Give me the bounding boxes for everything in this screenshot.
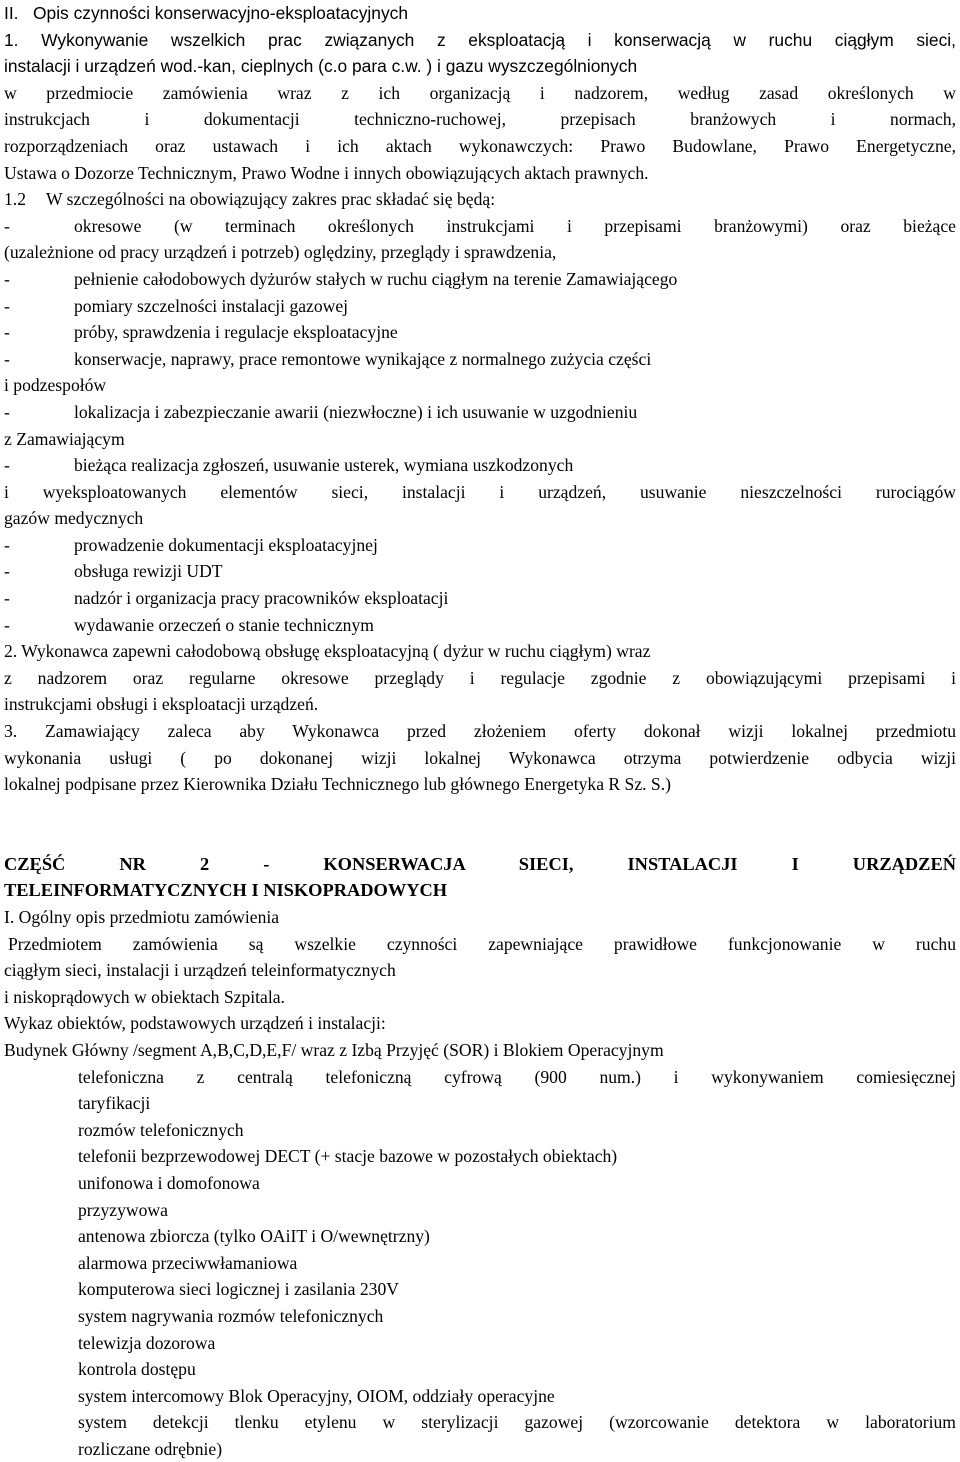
section-title: II. Opis czynności konserwacyjno-eksploatacyjnych bbox=[4, 3, 409, 23]
part-2-intro bbox=[4, 931, 956, 1011]
list-item-cont: gazów medycznych bbox=[4, 508, 144, 529]
list-item: przyzywowa bbox=[78, 1199, 168, 1220]
part-2-subtitle: I. Ogólny opis przedmiotu zamówienia bbox=[4, 907, 280, 927]
list-item-text: pełnienie całodobowych dyżurów stałych w ruchu ciągłym na terenie Zamawiającego bbox=[74, 268, 678, 289]
list-item bbox=[4, 399, 956, 452]
item-2-line: instrukcjami obsługi i eksploatacji urządzeń. bbox=[4, 694, 319, 715]
item-3-line: lokalnej podpisane przez Kierownika Działu Technicznego lub głównego Energetyka R Sz. S.) bbox=[4, 774, 671, 795]
dash-bullet: - bbox=[4, 401, 10, 422]
list-item: alarmowa przeciwwłamaniowa bbox=[78, 1252, 298, 1273]
list-item-cont: i wyeksploatowanych elementów sieci, instalacji i urządzeń, usuwanie nieszczelności rurociągów bbox=[4, 481, 956, 502]
item-2 bbox=[4, 638, 956, 718]
item-1-line: Ustawa o Dozorze Technicznym, Prawo Wodne i innych obowiązujących aktach prawnych. bbox=[4, 162, 649, 183]
list-item: kontrola dostępu bbox=[78, 1359, 196, 1380]
list-item-text: wydawanie orzeczeń o stanie technicznym bbox=[74, 614, 374, 635]
dash-bullet: - bbox=[4, 534, 10, 555]
list-item-text: bieżąca realizacja zgłoszeń, usuwanie usterek, wymiana uszkodzonych bbox=[74, 455, 574, 476]
list-item: system nagrywania rozmów telefonicznych bbox=[78, 1305, 384, 1326]
list-item-cont: z Zamawiającym bbox=[4, 428, 125, 449]
dash-bullet: - bbox=[4, 322, 10, 343]
spacer bbox=[4, 798, 956, 851]
list-item bbox=[78, 1409, 956, 1462]
list-item bbox=[4, 346, 956, 399]
system-text: telefoniczna z centralą telefoniczną cyfrową (900 num.) i wykonywaniem comiesięcznej bbox=[78, 1066, 956, 1087]
list-item bbox=[4, 213, 956, 266]
item-2-line: z nadzorem oraz regularne okresowe przeglądy i regulacje zgodnie z obowiązującymi przepisami i bbox=[4, 667, 956, 688]
list-item: komputerowa sieci logicznej i zasilania 230V bbox=[78, 1279, 399, 1300]
list-item bbox=[4, 532, 956, 559]
list-item-cont: i podzespołów bbox=[4, 375, 107, 396]
list-item bbox=[4, 558, 956, 585]
list-label: Wykaz obiektów, podstawowych urządzeń i instalacji: bbox=[4, 1013, 386, 1034]
dash-bullet: - bbox=[4, 268, 10, 289]
dash-bullet: - bbox=[4, 295, 10, 316]
list-item bbox=[4, 452, 956, 532]
item-1-line: 1. Wykonywanie wszelkich prac związanych z eksploatacją i konserwacją w ruchu ciągłym sieci, bbox=[4, 29, 956, 50]
list-item-cont: (uzależnione od pracy urządzeń i potrzeb) oględziny, przeglądy i sprawdzenia, bbox=[4, 242, 557, 263]
item-1-2-text: W szczególności na obowiązujący zakres prac składać się będą: bbox=[46, 189, 496, 210]
system-text-cont: rozliczane odrębnie) bbox=[78, 1438, 223, 1459]
item-1-line: w przedmiocie zamówienia wraz z ich organizacją i nadzorem, według zasad określonych w bbox=[4, 82, 956, 103]
dash-bullet: - bbox=[4, 588, 10, 609]
system-text-cont: taryfikacji bbox=[78, 1093, 151, 1114]
list-item bbox=[4, 293, 956, 320]
list-item-text: konserwacje, naprawy, prace remontowe wynikające z normalnego zużycia części bbox=[74, 348, 652, 369]
item-1 bbox=[4, 27, 956, 187]
item-3-line: wykonania usługi ( po dokonanej wizji lokalnej Wykonawca otrzyma potwierdzenie odbycia wizji bbox=[4, 747, 956, 768]
list-item: unifonowa i domofonowa bbox=[78, 1172, 260, 1193]
intro-line: Przedmiotem zamówienia są wszelkie czynności zapewniające prawidłowe funkcjonowanie w ruchu bbox=[8, 933, 956, 954]
dash-bullet: - bbox=[4, 561, 10, 582]
list-item: telewizja dozorowa bbox=[78, 1332, 216, 1353]
list-item: rozmów telefonicznych bbox=[78, 1119, 244, 1140]
list-item-text: okresowe (w terminach określonych instrukcjami i przepisami branżowymi) oraz bieżące bbox=[74, 215, 956, 236]
task-list bbox=[4, 213, 956, 639]
systems-list bbox=[4, 1064, 956, 1462]
list-item: system intercomowy Blok Operacyjny, OIOM, oddziały operacyjne bbox=[78, 1385, 555, 1406]
item-1-line: instrukcjach i dokumentacji techniczno-ruchowej, przepisach branżowych i normach, bbox=[4, 109, 956, 130]
item-2-line: 2. Wykonawca zapewni całodobową obsługę eksploatacyjną ( dyżur w ruchu ciągłym) wraz bbox=[4, 641, 651, 662]
part-2-heading-line: CZĘŚĆ NR 2 - KONSERWACJA SIECI, INSTALACJI I URZĄDZEŃ bbox=[4, 853, 956, 874]
list-item bbox=[4, 612, 956, 639]
list-item-text: próby, sprawdzenia i regulacje eksploatacyjne bbox=[74, 322, 398, 343]
item-1-2 bbox=[4, 186, 956, 213]
dash-bullet: - bbox=[4, 614, 10, 635]
list-item bbox=[4, 266, 956, 293]
list-item-text: prowadzenie dokumentacji eksploatacyjnej bbox=[74, 534, 378, 555]
system-text: system detekcji tlenku etylenu w sterylizacji gazowej (wzorcowanie detektora w laboratorium bbox=[78, 1412, 956, 1433]
list-item bbox=[4, 585, 956, 612]
list-item-text: obsługa rewizji UDT bbox=[74, 561, 223, 582]
part-2-heading bbox=[4, 851, 956, 904]
list-item: telefonii bezprzewodowej DECT (+ stacje bazowe w pozostałych obiektach) bbox=[78, 1146, 618, 1167]
item-1-line: rozporządzeniach oraz ustawach i ich aktach wykonawczych: Prawo Budowlane, Prawo Energetyczne, bbox=[4, 135, 956, 156]
building-name: Budynek Główny /segment A,B,C,D,E,F/ wraz z Izbą Przyjęć (SOR) i Blokiem Operacyjnym bbox=[4, 1039, 664, 1060]
intro-line: ciągłym sieci, instalacji i urządzeń teleinformatycznych bbox=[4, 960, 396, 981]
dash-bullet: - bbox=[4, 215, 10, 236]
list-item-text: pomiary szczelności instalacji gazowej bbox=[74, 295, 349, 316]
dash-bullet: - bbox=[4, 348, 10, 369]
list-item bbox=[78, 1064, 956, 1117]
list-item bbox=[4, 319, 956, 346]
item-1-line: instalacji i urządzeń wod.-kan, cieplnych (c.o para c.w. ) i gazu wyszczególnionych bbox=[4, 56, 638, 77]
item-1-2-number: 1.2 bbox=[4, 189, 26, 210]
item-3 bbox=[4, 718, 956, 798]
dash-bullet: - bbox=[4, 455, 10, 476]
list-item-text: nadzór i organizacja pracy pracowników eksploatacji bbox=[74, 588, 449, 609]
item-3-line: 3. Zamawiający zaleca aby Wykonawca przed złożeniem oferty dokonał wizji lokalnej przedmiotu bbox=[4, 721, 956, 742]
list-item: antenowa zbiorcza (tylko OAiIT i O/wewnętrzny) bbox=[78, 1226, 430, 1247]
part-2-heading-line: TELEINFORMATYCZNYCH I NISKOPRADOWYCH bbox=[4, 880, 448, 901]
list-item-text: lokalizacja i zabezpieczanie awarii (niezwłoczne) i ich usuwanie w uzgodnieniu bbox=[74, 401, 638, 422]
intro-line: i niskoprądowych w obiektach Szpitala. bbox=[4, 986, 285, 1007]
